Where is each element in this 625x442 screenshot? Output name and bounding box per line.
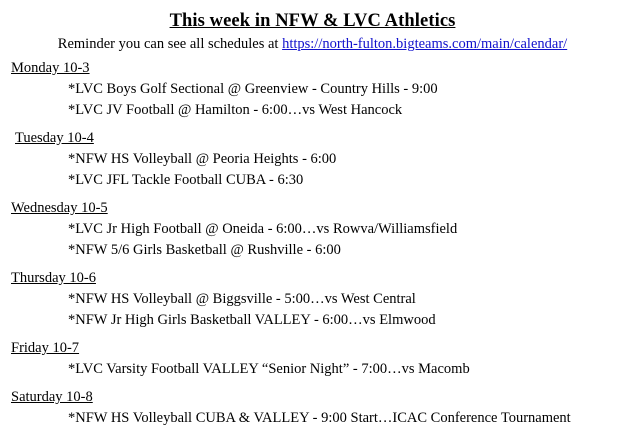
event-item: *LVC Boys Golf Sectional @ Greenview - Country Hills - 9:00	[68, 80, 438, 97]
event-item: *LVC Jr High Football @ Oneida - 6:00…vs Rowva/Williamsfield	[68, 221, 458, 238]
day-heading: Thursday 10-6	[11, 270, 96, 287]
day-heading: Wednesday 10-5	[11, 200, 108, 217]
reminder-line	[10, 35, 615, 54]
event-item: *NFW Jr High Girls Basketball VALLEY - 6:00…vs Elmwood	[68, 312, 436, 329]
day-block-saturday	[10, 387, 615, 429]
event-item: *LVC JV Football @ Hamilton - 6:00…vs West Hancock	[68, 102, 403, 118]
day-heading: Monday 10-3	[11, 59, 90, 76]
reminder-text: Reminder you can see all schedules at	[57, 36, 283, 53]
day-heading: Saturday 10-8	[11, 389, 93, 406]
day-heading: Friday 10-7	[11, 340, 80, 357]
event-item: *NFW HS Volleyball @ Peoria Heights - 6:00	[68, 151, 337, 168]
schedules-link[interactable]: https://north-fulton.bigteams.com/main/calendar/	[282, 36, 568, 53]
event-item: *NFW 5/6 Girls Basketball @ Rushville - 6:00	[68, 242, 341, 259]
event-item: *NFW HS Volleyball CUBA & VALLEY - 9:00 Start…ICAC Conference Tournament	[68, 410, 571, 427]
page-title: This week in NFW & LVC Athletics	[169, 11, 456, 31]
day-block-thursday	[10, 268, 615, 331]
event-item: *LVC JFL Tackle Football CUBA - 6:30	[68, 172, 304, 189]
event-item: *NFW HS Volleyball @ Biggsville - 5:00…vs West Central	[68, 291, 416, 308]
event-item: *LVC Varsity Football VALLEY “Senior Night” - 7:00…vs Macomb	[68, 361, 470, 378]
day-block-monday	[10, 58, 615, 121]
day-heading: Tuesday 10-4	[15, 130, 94, 147]
day-block-tuesday	[10, 128, 615, 191]
day-block-friday	[10, 338, 615, 380]
day-block-wednesday	[10, 198, 615, 261]
